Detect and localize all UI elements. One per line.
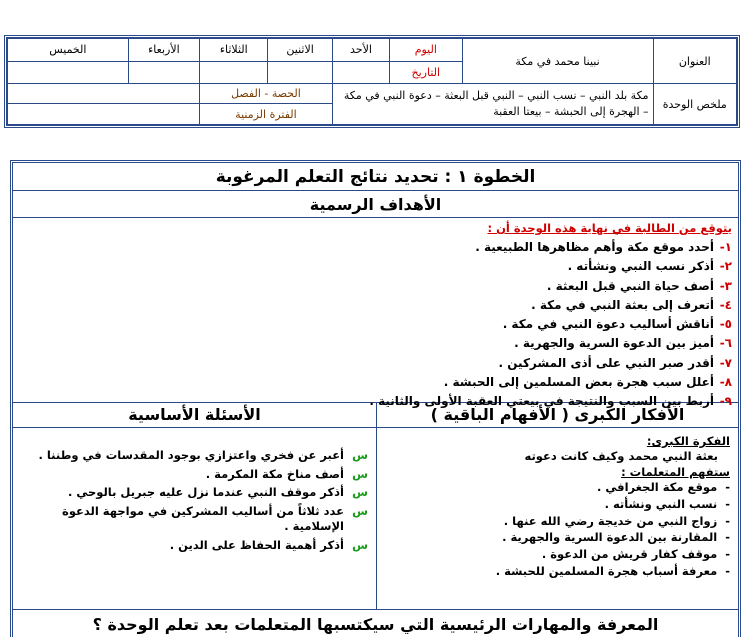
understanding-item: -موقع مكة الجغرافي . xyxy=(597,480,730,494)
goal-item: ٩-أربط بين السبب والنتيجة في بيعتي العقبة الأولى والثانية . xyxy=(369,394,732,409)
understanding-item: -زواج النبي من خديجة رضي الله عنها . xyxy=(503,513,730,528)
big-ideas-column xyxy=(376,403,738,609)
goal-item: ١-أحدد موقع مكة وأهم مظاهرها الطبيعية . xyxy=(475,240,732,254)
period-label: الفترة الزمنية xyxy=(200,104,333,125)
big-idea-label: الفكرة الكبرى: xyxy=(646,434,730,448)
question-item: س أعبر عن فخري واعتزازي بوجود المقدسات في وطننا . xyxy=(38,448,368,462)
goals-list xyxy=(13,218,738,409)
date-cell-3 xyxy=(200,61,268,84)
understanding-item: -معرفة أسباب هجرة المسلمين للحبشة . xyxy=(495,563,730,578)
goal-item: ٨-أعلل سبب هجرة بعض المسلمين إلى الحبشة . xyxy=(443,375,732,390)
question-item: س عدد ثلاثاً من أساليب المشركين في مواجهة الدعوة الإسلامية . xyxy=(62,503,368,533)
goal-item: ٥-أناقش أساليب دعوة النبي في مكة . xyxy=(502,317,732,332)
day-wednesday: الأربعاء xyxy=(128,39,199,62)
day-thursday: الخميس xyxy=(8,39,129,62)
understanding-item: -نسب النبي ونشأته . xyxy=(604,496,730,511)
date-cell-4 xyxy=(128,61,199,84)
day-monday: الاثنين xyxy=(268,39,332,62)
understanding-item: -المقارنة بين الدعوة السرية والجهرية . xyxy=(502,530,730,545)
goal-item: ٣-أصف حياة النبي قبل البعثة . xyxy=(546,278,732,293)
essential-questions-column xyxy=(13,403,376,609)
step-one-table xyxy=(10,160,741,637)
summary-line-1: مكة بلد النبي – نسب النبي – النبي قبل البعثة – دعوة النبي في مكة xyxy=(343,89,649,102)
question-item: س أصف مناخ مكة المكرمة . xyxy=(205,466,368,481)
understanding-item: -موقف كفار قريش من الدعوة . xyxy=(541,547,730,562)
goal-item: ٢-أذكر نسب النبي ونشأته . xyxy=(567,259,732,274)
period-cell xyxy=(8,104,200,125)
question-item: س أذكر أهمية الحفاظ على الدين . xyxy=(169,537,368,552)
unit-info-table xyxy=(4,35,740,128)
unit-topic: نبينا محمد في مكة xyxy=(462,39,653,84)
summary-line-2: – الهجرة إلى الحبشة – بيعتا العقبة xyxy=(493,105,649,118)
goal-item: ٦-أميز بين الدعوة السرية والجهرية . xyxy=(514,336,732,351)
unit-summary xyxy=(332,84,653,125)
title-label: العنوان xyxy=(653,39,736,84)
day-sunday: الأحد xyxy=(332,39,389,62)
big-idea-text: بعثة النبي محمد وكيف كانت دعوته xyxy=(524,449,718,463)
ideas-questions-row xyxy=(13,403,738,610)
date-cell-2 xyxy=(268,61,332,84)
summary-label: ملخص الوحدة xyxy=(653,84,736,125)
date-cell-1 xyxy=(332,61,389,84)
day-label: اليوم xyxy=(390,39,462,62)
goals-title: الأهداف الرسمية xyxy=(13,191,738,218)
big-ideas-title: الأفكار الكبرى ( الأفهام الباقية ) xyxy=(377,403,738,428)
question-item: س أذكر موقف النبي عندما نزل عليه جبريل بالوحي . xyxy=(67,485,368,499)
date-label: التاريخ xyxy=(390,61,462,84)
goal-item: ٧-أقدر صبر النبي على أذى المشركين . xyxy=(498,355,732,370)
class-label: الحصة - الفصل xyxy=(200,84,333,104)
date-cell-5 xyxy=(8,61,129,84)
class-cell xyxy=(8,84,200,104)
day-tuesday: الثلاثاء xyxy=(200,39,268,62)
understandings-label: ستفهم المتعلمات : xyxy=(621,465,730,479)
knowledge-skills-question: المعرفة والمهارات الرئيسية التي سيكتسبها المتعلمات بعد تعلم الوحدة ؟ xyxy=(92,615,659,634)
goal-item: ٤-أتعرف إلى بعثة النبي في مكة . xyxy=(531,297,732,312)
goals-intro: يتوقع من الطالبة في نهاية هذه الوحدة أن : xyxy=(487,221,732,235)
essential-questions-title: الأسئلة الأساسية xyxy=(13,403,376,428)
step-title: الخطوة ١ : تحديد نتائج التعلم المرغوبة xyxy=(13,163,738,191)
